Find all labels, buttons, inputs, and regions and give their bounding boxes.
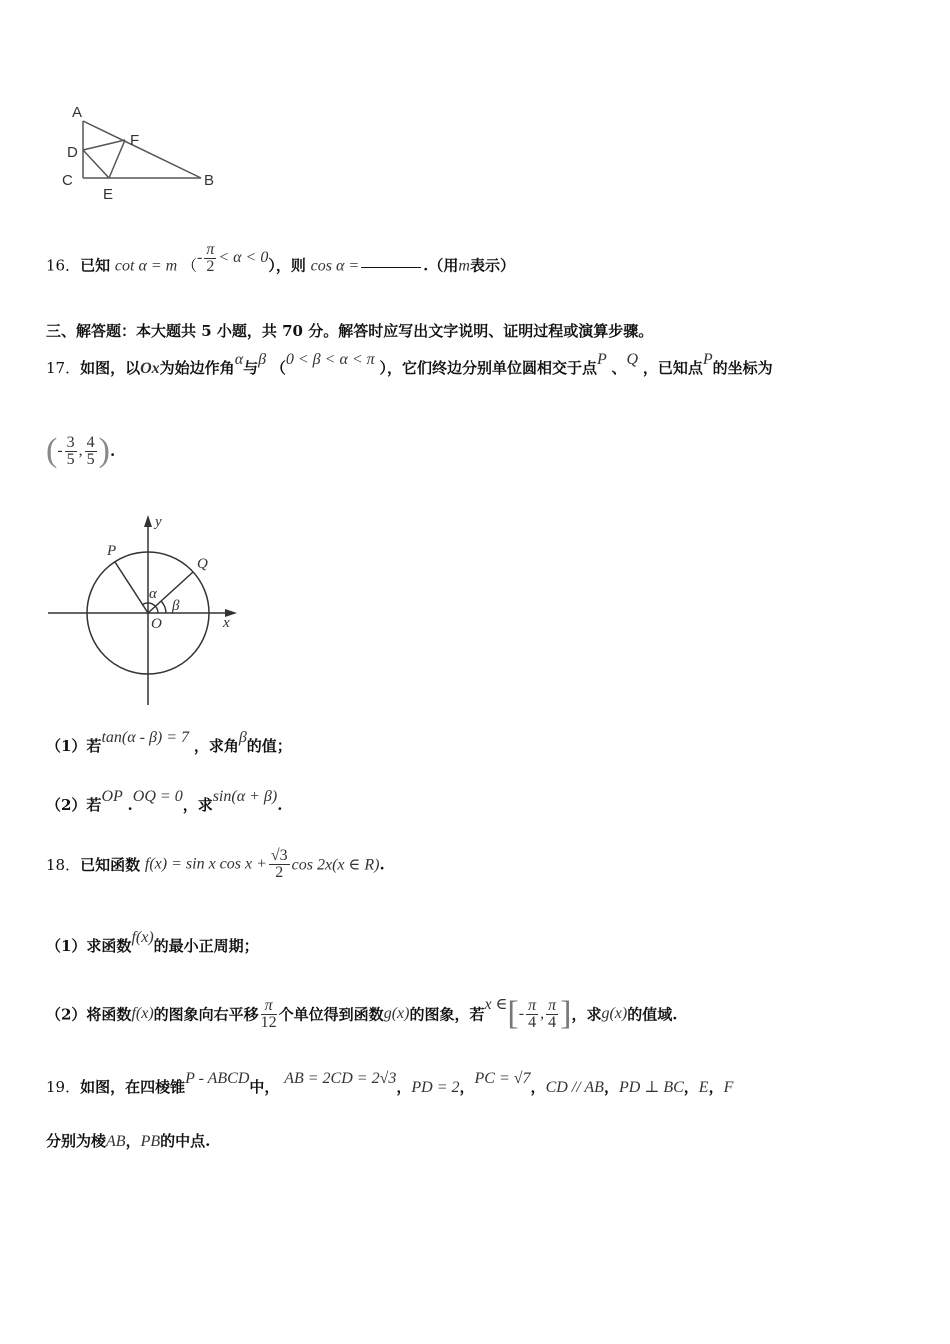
label-C: C <box>62 172 73 189</box>
question-16: 16．已知 cot α = m （- $\frac{\pi}{2}$ < α < 0），则 cos α = .（用m表示） <box>46 241 515 275</box>
answer-blank[interactable] <box>361 267 421 268</box>
angle-beta-arc <box>161 601 166 613</box>
triangle-figure <box>55 95 235 210</box>
segment-EF <box>109 140 125 178</box>
question-18-part-2: （2）将函数f(x)的图象向右平移 $\frac{\pi}{12}$ 个单位得到函数g(x)的图象，若x ∈[- $\frac{\pi}{4}$ , $\frac{\pi}{4}$ ]，求g(x)的值域. <box>46 995 678 1032</box>
label-B: B <box>204 172 215 189</box>
label-Q: Q <box>197 556 208 572</box>
sqrt3-over-2: $\frac{√3}{2}$ <box>270 847 288 881</box>
label-E: E <box>103 186 114 203</box>
label-F: F <box>130 132 140 149</box>
y-axis-arrow <box>144 515 152 527</box>
label-P: P <box>107 543 117 559</box>
label-O: O <box>151 616 162 632</box>
question-17: 17．如图，以Ox为始边作角α与β （0 < β < α < π ），它们终边分别单位圆相交于点P 、Q ，已知点P的坐标为 <box>46 351 773 377</box>
question-19: 19．如图，在四棱锥P - ABCD中， AB = 2CD = 2√3，PD = 2，PC = √7，CD // AB，PD ⊥ BC，E，F <box>46 1070 734 1096</box>
label-alpha: α <box>149 586 157 602</box>
question-18: 18．已知函数 f(x) = sin x cos x + $\frac{√3}{2}$ cos 2x(x ∈ R). <box>46 847 385 881</box>
question-17-part-2: （2）若OP .OQ = 0，求sin(α + β). <box>46 788 283 814</box>
question-17-part-1: （1）若tan(α - β) = 7 ，求角β的值； <box>46 729 292 755</box>
point-p-coordinates: (- $\frac{3}{5}$ , $\frac{4}{5}$ ). <box>46 432 116 469</box>
cot-expr: cot α = m <box>114 257 178 275</box>
label-y: y <box>155 514 162 530</box>
segment-DE <box>83 150 109 178</box>
label-beta: β <box>172 598 180 614</box>
neg-pi-over-2: $\frac{\pi}{2}$ <box>206 241 215 275</box>
section-3-heading: 三、解答题：本大题共 5 小题，共 70 分。解答时应写出文字说明、证明过程或演算步骤。 <box>46 322 654 340</box>
terminal-side-p <box>115 562 148 613</box>
label-x: x <box>223 615 230 631</box>
question-18-part-1: （1）求函数f(x)的最小正周期； <box>46 929 259 955</box>
unit-circle-figure <box>45 510 245 710</box>
label-A: A <box>72 104 83 121</box>
cos-expr: cos α = <box>310 257 360 275</box>
pi-over-12: $\frac{\pi}{12}$ <box>260 996 277 1031</box>
segment-DF <box>83 140 125 150</box>
question-19-line-2: 分别为棱AB，PB的中点. <box>46 1132 211 1150</box>
label-D: D <box>67 144 78 161</box>
